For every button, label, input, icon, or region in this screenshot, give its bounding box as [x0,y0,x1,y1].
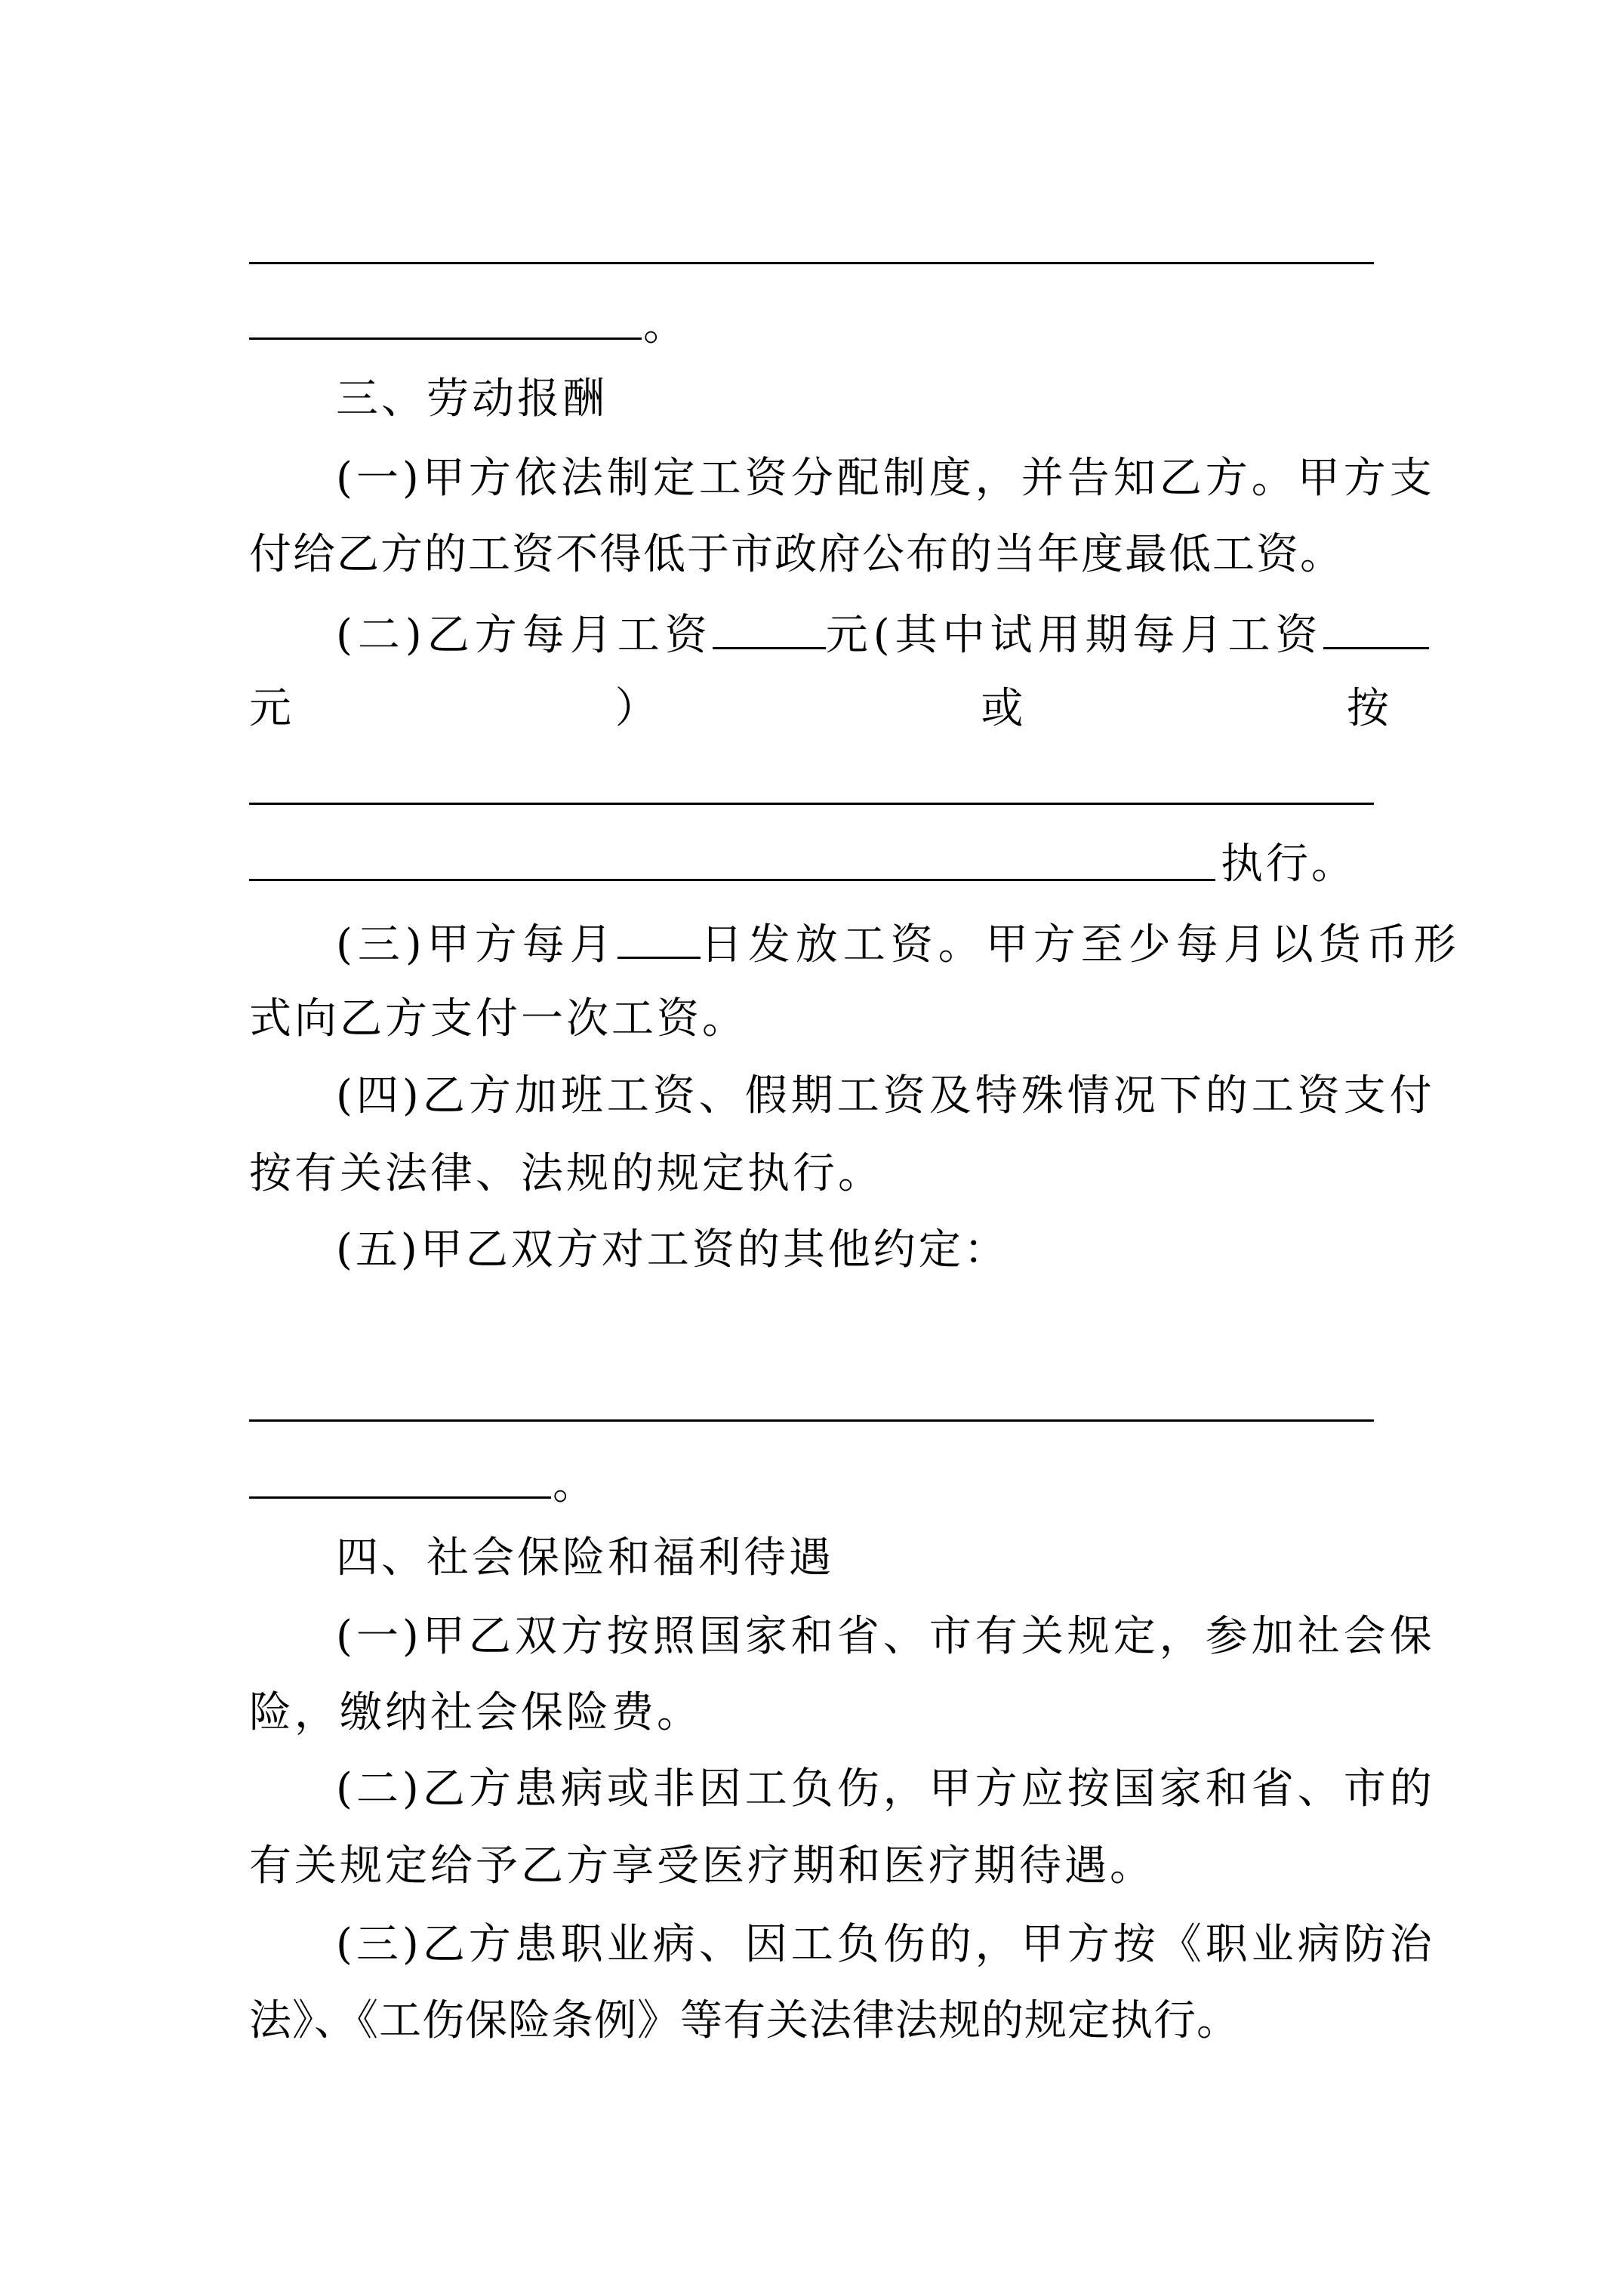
spread-word: 按 [1346,684,1389,733]
fill-line [249,1496,551,1499]
paragraph-line [336,608,1429,660]
paragraph-line: (五)甲乙双方对工资的其他约定： [336,1225,1009,1274]
paragraph-line: 按有关法律、法规的规定执行。 [249,1149,883,1198]
probation-label: 元(其中试用期每月工资 [825,611,1323,660]
monthly-wage-blank [713,608,826,649]
payday-blank [617,917,701,959]
spread-word: 元 [249,684,291,733]
fill-end-mark: 。 [643,301,688,350]
paragraph-line: 有关规定给予乙方享受医疗期和医疗期待遇。 [249,1841,1155,1891]
fill-line [249,337,642,340]
payday-rest: 日发放工资。甲方至少每月以货币形 [700,920,1461,969]
paragraph-line: (二)乙方患病或非因工负伤，甲方应按国家和省、市的 [336,1764,1436,1814]
fill-line [249,803,1374,805]
paragraph-line: 法》、《工伤保险条例》等有关法律法规的规定执行。 [249,1996,1240,2045]
fill-line [249,879,1215,881]
section-title: 三、劳动报酬 [336,374,608,424]
spread-line [249,685,1389,733]
probation-wage-blank [1323,608,1429,649]
spread-word: ） [614,684,658,733]
paragraph-line: (三)乙方患职业病、因工负伤的，甲方按《职业病防治 [336,1920,1436,1969]
paragraph-line: (四)乙方加班工资、假期工资及特殊情况下的工资支付 [336,1071,1436,1120]
fill-line [249,262,1374,264]
paragraph-line [336,917,1461,969]
spread-word: 或 [981,684,1024,733]
paragraph-line: 险，缴纳社会保险费。 [249,1688,702,1737]
section-title: 四、社会保险和福利待遇 [336,1533,834,1583]
payday-label: (三)甲方每月 [336,920,617,969]
fill-line [249,1419,1374,1422]
paragraph-line: (一)甲乙双方按照国家和省、市有关规定，参加社会保 [336,1612,1436,1661]
paragraph-line: (一)甲方依法制定工资分配制度，并告知乙方。甲方支 [336,454,1436,503]
paragraph-line: 式向乙方支付一次工资。 [249,994,747,1043]
paragraph-line: 付给乙方的工资不得低于市政府公布的当年度最低工资。 [249,530,1344,579]
wage-label: (二)乙方每月工资 [336,611,713,660]
paragraph-line: 执行。 [1221,840,1357,889]
fill-end-mark: 。 [553,1460,598,1509]
